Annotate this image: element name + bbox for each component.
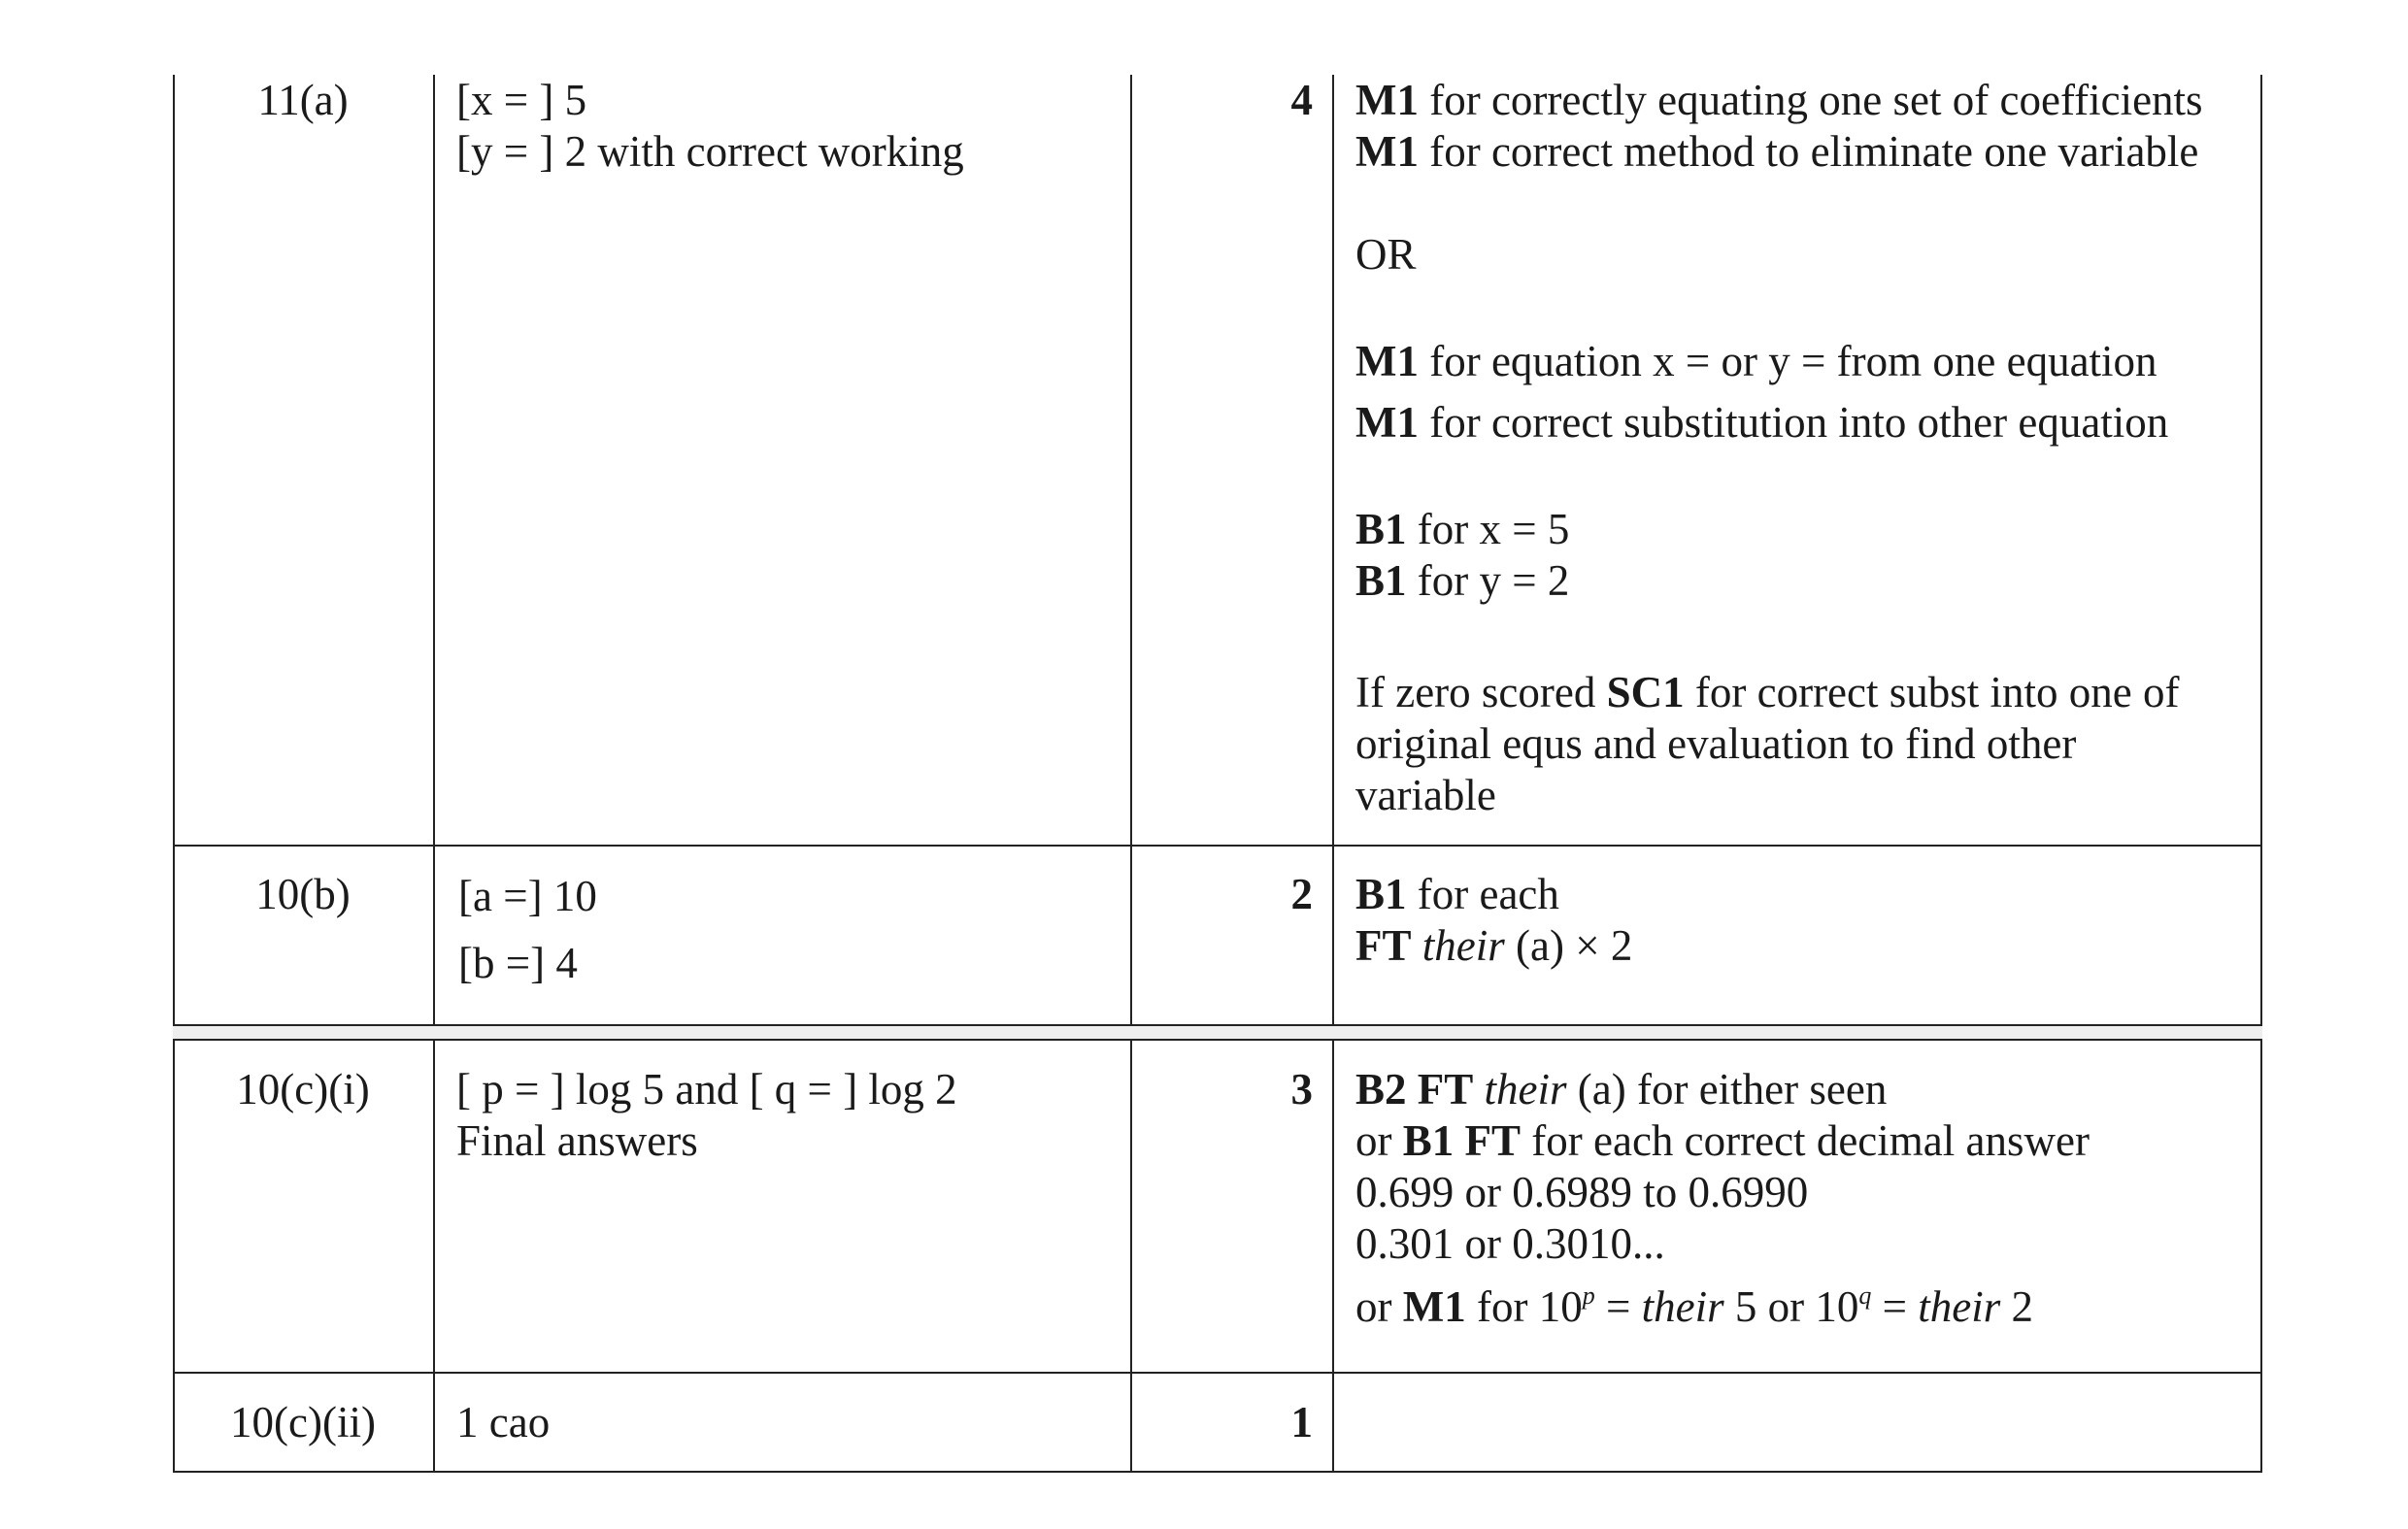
answer-line: [a =] 10 (458, 872, 597, 920)
mark-scheme-table (173, 75, 2262, 1473)
answer-line: [b =] 4 (458, 939, 578, 987)
marks-cell (1132, 1064, 1313, 1115)
guidance-line: B2 FT their (a) for either seen (1355, 1065, 1888, 1114)
marks-cell (1132, 869, 1313, 920)
guidance-line: M1 for correct substitution into other equation (1355, 398, 2169, 447)
answer-cell (456, 1064, 1126, 1167)
question-number: 11(a) (257, 76, 349, 124)
answer-cell (458, 871, 1119, 989)
column-divider-answer (1130, 75, 1132, 1473)
row-divider (173, 1039, 2262, 1041)
guidance-or: OR (1355, 230, 1417, 279)
answer-line: Final answers (456, 1116, 698, 1165)
guidance-cell (1355, 1064, 2258, 1333)
guidance-line: B1 for each (1355, 870, 1559, 918)
guidance-line: variable (1355, 771, 1496, 819)
guidance-line: FT their (a) × 2 (1355, 921, 1633, 970)
table-border-left (173, 75, 175, 1473)
answer-cell (456, 75, 1117, 178)
table-row (173, 1397, 433, 1448)
marks-value: 4 (1290, 76, 1313, 124)
table-row (173, 1064, 433, 1115)
answer-line: 1 cao (456, 1398, 551, 1446)
question-number: 10(c)(i) (236, 1065, 370, 1114)
guidance-line: or B1 FT for each correct decimal answer (1355, 1116, 2090, 1165)
answer-line: [y = ] 2 with correct working (456, 127, 964, 176)
guidance-line: M1 for correct method to eliminate one variable (1355, 127, 2199, 176)
guidance-cell (1355, 869, 2258, 972)
row-divider (173, 1024, 2262, 1026)
table-row (173, 75, 433, 126)
column-divider-question (433, 75, 435, 1473)
guidance-line: If zero scored SC1 for correct subst into one of (1355, 668, 2180, 716)
column-divider-marks (1332, 75, 1334, 1473)
guidance-line: B1 for y = 2 (1355, 556, 1570, 605)
guidance-line: M1 for correctly equating one set of coefficients (1355, 76, 2203, 124)
answer-line: [ p = ] log 5 and [ q = ] log 2 (456, 1065, 957, 1114)
table-row (173, 869, 433, 920)
row-divider (173, 845, 2262, 847)
guidance-line: B1 for x = 5 (1355, 505, 1570, 553)
row-divider (173, 1372, 2262, 1374)
marks-value: 2 (1290, 870, 1313, 918)
guidance-cell (1355, 75, 2258, 821)
guidance-line: or M1 for $10^p$ = their 5 or $10^q$ = their 2 (1355, 1281, 2033, 1331)
marks-value: 1 (1290, 1398, 1313, 1446)
answer-line: [x = ] 5 (456, 76, 587, 124)
marks-cell (1132, 1397, 1313, 1448)
table-border-bottom (173, 1471, 2262, 1473)
question-number: 10(b) (255, 870, 351, 918)
marks-value: 3 (1290, 1065, 1313, 1114)
guidance-line: M1 for equation x = or y = from one equation (1355, 337, 2157, 385)
marks-cell (1132, 75, 1313, 126)
answer-cell (456, 1397, 1117, 1448)
guidance-line: original equs and evaluation to find other (1355, 719, 2077, 768)
guidance-line: 0.699 or 0.6989 to 0.6990 (1355, 1168, 1809, 1216)
table-border-right (2260, 75, 2262, 1473)
question-number: 10(c)(ii) (230, 1398, 376, 1446)
guidance-line: 0.301 or 0.3010... (1355, 1219, 1665, 1268)
